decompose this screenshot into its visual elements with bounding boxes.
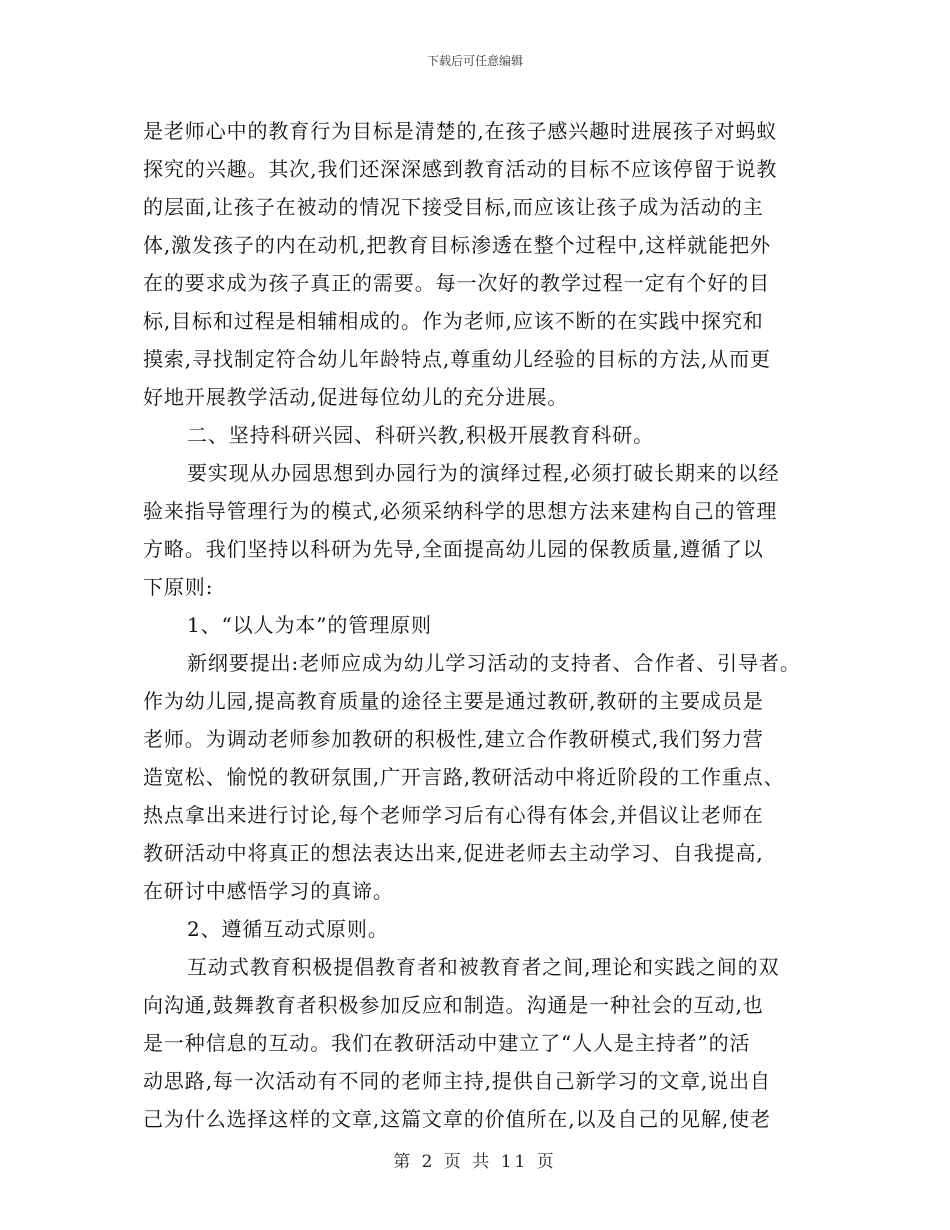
text-line: 己为什么选择这样的文章,这篇文章的价值所在,以及自己的见解,使老 [143,1107,771,1131]
document-body [143,112,813,1138]
page-number-footer: 第 2 页 共 11 页 [393,1152,557,1172]
text-line: 是老师心中的教育行为目标是清楚的,在孩子感兴趣时进展孩子对蚂蚁 [143,119,778,143]
text-line: 的层面,让孩子在被动的情况下接受目标,而应该让孩子成为活动的主 [143,195,764,219]
text-line: 摸索,寻找制定符合幼儿年龄特点,尊重幼儿经验的目标的方法,从而更 [143,347,771,371]
text-line: 标,目标和过程是相辅相成的。作为老师,应该不断的在实践中探究和 [143,309,764,333]
text-line: 探究的兴趣。其次,我们还深深感到教育活动的目标不应该停留于说教 [143,157,778,181]
text-line: 新纲要提出:老师应成为幼儿学习活动的支持者、合作者、引导者。 [187,651,801,675]
text-line: 在研讨中感悟学习的真谛。 [143,879,394,903]
text-line: 教研活动中将真正的想法表达出来,促进老师去主动学习、自我提高, [143,841,764,865]
text-line: 作为幼儿园,提高教育质量的途径主要是通过教研,教研的主要成员是 [143,689,764,713]
text-line: 在的要求成为孩子真正的需要。每一次好的教学过程一定有个好的目 [143,271,770,295]
text-line: 方略。我们坚持以科研为先导,全面提高幼儿园的保教质量,遵循了以 [143,537,764,561]
text-line: 造宽松、愉悦的教研氛围,广开言路,教研活动中将近阶段的工作重点、 [143,765,785,789]
text-line: 是一种信息的互动。我们在教研活动中建立了“人人是主持者”的活 [143,1031,751,1055]
text-line: 下原则: [143,575,214,599]
text-line: 互动式教育积极提倡教育者和被教育者之间,理论和实践之间的双 [187,955,780,979]
text-line: 2、遵循互动式原则。 [187,917,389,941]
text-line: 要实现从办园思想到办园行为的演绎过程,必须打破长期来的以经 [187,461,780,485]
text-line: 二、坚持科研兴园、科研兴教,积极开展教育科研。 [187,423,655,447]
text-line: 1、“以人为本”的管理原则 [187,613,432,637]
text-line: 动思路,每一次活动有不同的老师主持,提供自己新学习的文章,说出自 [143,1069,771,1093]
text-line: 好地开展教学活动,促进每位幼儿的充分进展。 [143,385,569,409]
page-header: 下载后可任意编辑 [426,54,523,68]
text-line: 向沟通,鼓舞教育者积极参加反应和制造。沟通是一种社会的互动,也 [143,993,764,1017]
text-line: 热点拿出来进行讨论,每个老师学习后有心得有体会,并倡议让老师在 [143,803,764,827]
text-line: 验来指导管理行为的模式,必须采纳科学的思想方法来建构自己的管理 [143,499,778,523]
text-line: 老师。为调动老师参加教研的积极性,建立合作教研模式,我们努力营 [143,727,764,751]
text-line: 体,激发孩子的内在动机,把教育目标渗透在整个过程中,这样就能把外 [143,233,771,257]
